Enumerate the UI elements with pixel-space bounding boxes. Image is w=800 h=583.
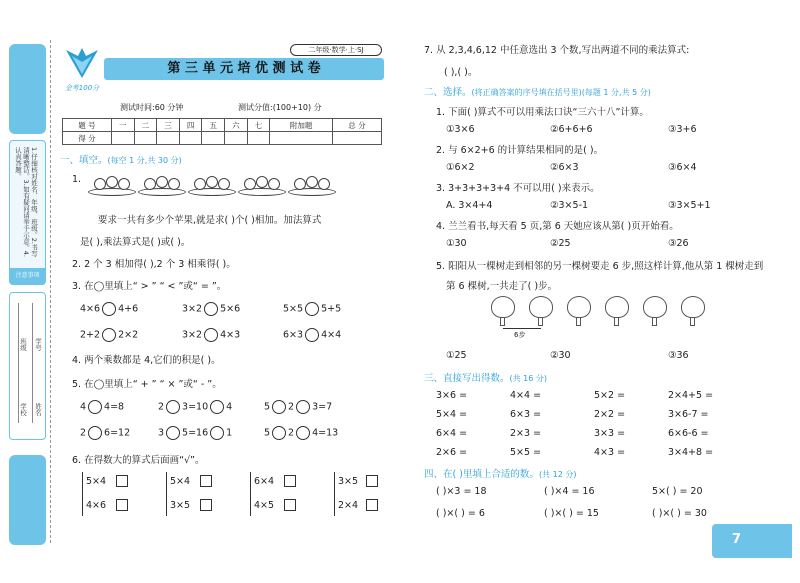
score-input[interactable]: [202, 132, 225, 145]
score-table: [62, 118, 382, 145]
calc-item: 2×6 =: [436, 447, 468, 458]
score-cell: 四: [179, 119, 202, 132]
choice-option[interactable]: ①30: [446, 238, 467, 249]
q2-text: 2. 2 个 3 相加得( ),2 个 3 相乘得( )。: [72, 259, 236, 270]
trees-image: [490, 296, 710, 342]
score-label: 得 分: [63, 132, 112, 145]
score-input[interactable]: [179, 132, 202, 145]
score-cell: 总 分: [332, 119, 381, 132]
distance-label: 6步: [514, 331, 526, 339]
check-box[interactable]: [284, 499, 296, 511]
calc-item: 5×2 =: [594, 390, 626, 401]
answer-circle[interactable]: [88, 426, 102, 440]
choice-option[interactable]: A. 3×4+4: [446, 200, 493, 211]
q1-number: 1.: [72, 174, 82, 185]
notice-box: [9, 140, 46, 285]
fill-item: ( )×3 = 18: [436, 486, 487, 497]
choice-q2: 2. 与 6×2+6 的计算结果相同的是( )。: [436, 145, 604, 156]
answer-circle[interactable]: [102, 302, 116, 316]
calc-item: 6×4 =: [436, 428, 468, 439]
q7-text: 7. 从 2,3,4,6,12 中任意选出 3 个数,写出两道不同的乘法算式:: [424, 45, 690, 56]
section-2-note: (将正确答案的序号填在括号里)(每题 1 分,共 5 分): [471, 88, 651, 97]
page-number: 7: [732, 532, 742, 547]
check-box[interactable]: [200, 475, 212, 487]
operator-item: 4 4=8: [80, 401, 125, 413]
choice-option[interactable]: ③3×5+1: [668, 200, 711, 211]
compare-item: 3×2 5×6: [182, 303, 241, 315]
score-input[interactable]: [225, 132, 248, 145]
choice-q5-line1: 5. 阳阳从一棵树走到相邻的另一棵树要走 6 步,照这样计算,他从第 1 棵树走到: [436, 261, 764, 272]
calc-item: 3×6-7 =: [668, 409, 709, 420]
check-box[interactable]: [366, 475, 378, 487]
cut-line: [50, 40, 51, 543]
field-school: 学校: [19, 403, 27, 416]
answer-circle[interactable]: [204, 302, 218, 316]
sidebar-bottom-tab: [9, 455, 46, 545]
bracket: [250, 472, 251, 516]
notice-text: 1.仔细核对姓名、年级、班级。2.书写清晰整洁。3.如有疑问请举手示意。4.认真答题。: [14, 147, 38, 257]
choice-option[interactable]: ②6+6+6: [550, 124, 593, 135]
score-input[interactable]: [111, 132, 134, 145]
tree-icon: [490, 296, 516, 326]
apple-plates-image: [88, 174, 338, 200]
check-box[interactable]: [200, 499, 212, 511]
distance-line: [503, 328, 541, 329]
fill-item: ( )×4 = 16: [544, 486, 595, 497]
logo-text: 金考100分: [64, 84, 100, 92]
score-cell: 题 号: [63, 119, 112, 132]
choice-option[interactable]: ③6×4: [668, 162, 697, 173]
fill-item: 5×( ) = 20: [652, 486, 703, 497]
compare-item: 5×5 5+5: [283, 303, 342, 315]
section-1-heading: [60, 152, 182, 166]
tree-icon: [642, 296, 668, 326]
q6-expr: 4×6: [86, 500, 107, 511]
answer-circle[interactable]: [88, 400, 102, 414]
choice-q1: 1. 下面( )算式不可以用乘法口诀“三六十八”计算。: [436, 107, 649, 118]
bracket: [166, 472, 167, 516]
q6-text: 6. 在得数大的算式后面画“√”。: [72, 455, 205, 466]
section-1-title: 一、填空。: [60, 155, 108, 166]
calc-item: 3×4+8 =: [668, 447, 714, 458]
q6-expr: 6×4: [254, 476, 275, 487]
logo-wings-icon: [60, 44, 104, 80]
choice-option[interactable]: ③3+6: [668, 124, 697, 135]
tree-icon: [604, 296, 630, 326]
answer-circle[interactable]: [296, 400, 310, 414]
check-box[interactable]: [116, 475, 128, 487]
apple-plate: [238, 174, 286, 196]
score-header-row: [63, 119, 382, 132]
section-2-title: 二、选择。: [424, 87, 472, 98]
tree-icon: [566, 296, 592, 326]
answer-circle[interactable]: [210, 426, 224, 440]
choice-option[interactable]: ②3×5-1: [550, 200, 589, 211]
calc-item: 5×5 =: [510, 447, 542, 458]
section-3-heading: [424, 370, 547, 384]
score-cell: 六: [225, 119, 248, 132]
answer-circle[interactable]: [272, 400, 286, 414]
compare-item: 6×3 4×4: [283, 329, 342, 341]
score-cell: 五: [202, 119, 225, 132]
section-4-title: 四、在( )里填上合适的数。: [424, 469, 539, 480]
apple-plate: [288, 174, 336, 196]
score-input[interactable]: [157, 132, 180, 145]
answer-circle[interactable]: [210, 400, 224, 414]
operator-item: 2 6=12: [80, 427, 131, 439]
choice-option[interactable]: ①6×2: [446, 162, 475, 173]
section-2-heading: [424, 84, 651, 98]
q6-expr: 3×5: [338, 476, 359, 487]
operator-item: 3 5=16 1: [158, 427, 233, 439]
page-number-tab: [712, 524, 792, 558]
compare-item: 2+2 2×2: [80, 329, 139, 341]
q4-text: 4. 两个乘数都是 4,它们的积是( )。: [72, 355, 221, 366]
choice-option[interactable]: ③36: [668, 350, 689, 361]
q7-blanks: ( ),( )。: [444, 67, 478, 78]
calc-item: 2×2 =: [594, 409, 626, 420]
field-class: 班级: [19, 338, 27, 351]
apple-plate: [88, 174, 136, 196]
q1-line1: 要求一共有多少个苹果,就是求( )个( )相加。加法算式: [98, 215, 322, 226]
choice-option[interactable]: ①3×6: [446, 124, 475, 135]
calc-item: 2×3 =: [510, 428, 542, 439]
choice-option[interactable]: ②30: [550, 350, 571, 361]
fill-item: ( )×( ) = 6: [436, 508, 485, 519]
choice-q5-line2: 第 6 棵树,一共走了( )步。: [446, 281, 558, 292]
answer-circle[interactable]: [102, 328, 116, 342]
check-box[interactable]: [116, 499, 128, 511]
grade-badge: 二年级·数学·上·SJ: [290, 44, 382, 56]
apple-plate: [138, 174, 186, 196]
operator-item: 2 3=10 4: [158, 401, 233, 413]
score-cell: 附加题: [270, 119, 333, 132]
q6-expr: 3×5: [170, 500, 191, 511]
operator-item: 5 2 3=7: [264, 401, 333, 413]
apple-plate: [188, 174, 236, 196]
score-input[interactable]: [332, 132, 381, 145]
q1-line2: 是( ),乘法算式是( )或( )。: [80, 237, 191, 248]
section-4-note: (共 12 分): [538, 470, 577, 479]
bracket: [334, 472, 335, 516]
check-box[interactable]: [284, 475, 296, 487]
answer-circle[interactable]: [305, 302, 319, 316]
score-input[interactable]: [270, 132, 333, 145]
answer-circle[interactable]: [272, 426, 286, 440]
bracket: [82, 472, 83, 516]
q6-expr: 4×5: [254, 500, 275, 511]
choice-option[interactable]: ②6×3: [550, 162, 579, 173]
q5-text: 5. 在◯里填上“ + ” “ × ”或“ - ”。: [72, 379, 222, 390]
check-box[interactable]: [366, 499, 378, 511]
fill-item: ( )×( ) = 15: [544, 508, 599, 519]
calc-item: 3×3 =: [594, 428, 626, 439]
page-title: 第 三 单 元 培 优 测 试 卷: [167, 61, 321, 76]
section-3-note: (共 16 分): [509, 374, 548, 383]
tree-icon: [528, 296, 554, 326]
field-name: 姓名: [34, 403, 42, 416]
score-cell: 三: [157, 119, 180, 132]
tree-icon: [680, 296, 706, 326]
notice-tab: 注意事项: [10, 268, 45, 284]
q6-expr: 2×4: [338, 500, 359, 511]
choice-q3: 3. 3+3+3+3+4 不可以用( )来表示。: [436, 183, 600, 194]
q6-expr: 5×4: [170, 476, 191, 487]
operator-item: 5 2 4=13: [264, 427, 339, 439]
calc-item: 2×4+5 =: [668, 390, 714, 401]
score-value-row: [63, 132, 382, 145]
field-id: 学号: [34, 338, 42, 351]
calc-item: 6×3 =: [510, 409, 542, 420]
answer-circle[interactable]: [166, 426, 180, 440]
q3-text: 3. 在◯里填上“ > ” “ < ”或“ = ”。: [72, 281, 227, 292]
section-3-title: 三、直接写出得数。: [424, 373, 510, 384]
answer-circle[interactable]: [166, 400, 180, 414]
choice-option[interactable]: ③26: [668, 238, 689, 249]
calc-item: 3×6 =: [436, 390, 468, 401]
score-cell: 二: [134, 119, 157, 132]
fill-item: ( )×( ) = 30: [652, 508, 707, 519]
sidebar-top-tab: [9, 44, 46, 134]
compare-item: 4×6 4+6: [80, 303, 139, 315]
info-box: [9, 292, 46, 440]
test-score: 测试分值:(100+10) 分: [238, 103, 322, 112]
choice-option[interactable]: ①25: [446, 350, 467, 361]
answer-circle[interactable]: [296, 426, 310, 440]
test-time: 测试时间:60 分钟: [120, 103, 184, 112]
compare-item: 3×2 4×3: [182, 329, 241, 341]
answer-circle[interactable]: [305, 328, 319, 342]
section-1-note: (每空 1 分,共 30 分): [107, 156, 182, 165]
q6-expr: 5×4: [86, 476, 107, 487]
score-input[interactable]: [247, 132, 270, 145]
calc-item: 6×6-6 =: [668, 428, 709, 439]
choice-option[interactable]: ②25: [550, 238, 571, 249]
logo: [60, 44, 104, 90]
answer-circle[interactable]: [204, 328, 218, 342]
calc-item: 4×3 =: [594, 447, 626, 458]
choice-q4: 4. 兰兰看书,每天看 5 页,第 6 天她应该从第( )页开始看。: [436, 221, 679, 232]
section-4-heading: [424, 466, 576, 480]
calc-item: 4×4 =: [510, 390, 542, 401]
score-cell: 七: [247, 119, 270, 132]
score-cell: 一: [111, 119, 134, 132]
score-input[interactable]: [134, 132, 157, 145]
title-bar: [104, 58, 384, 80]
calc-item: 5×4 =: [436, 409, 468, 420]
